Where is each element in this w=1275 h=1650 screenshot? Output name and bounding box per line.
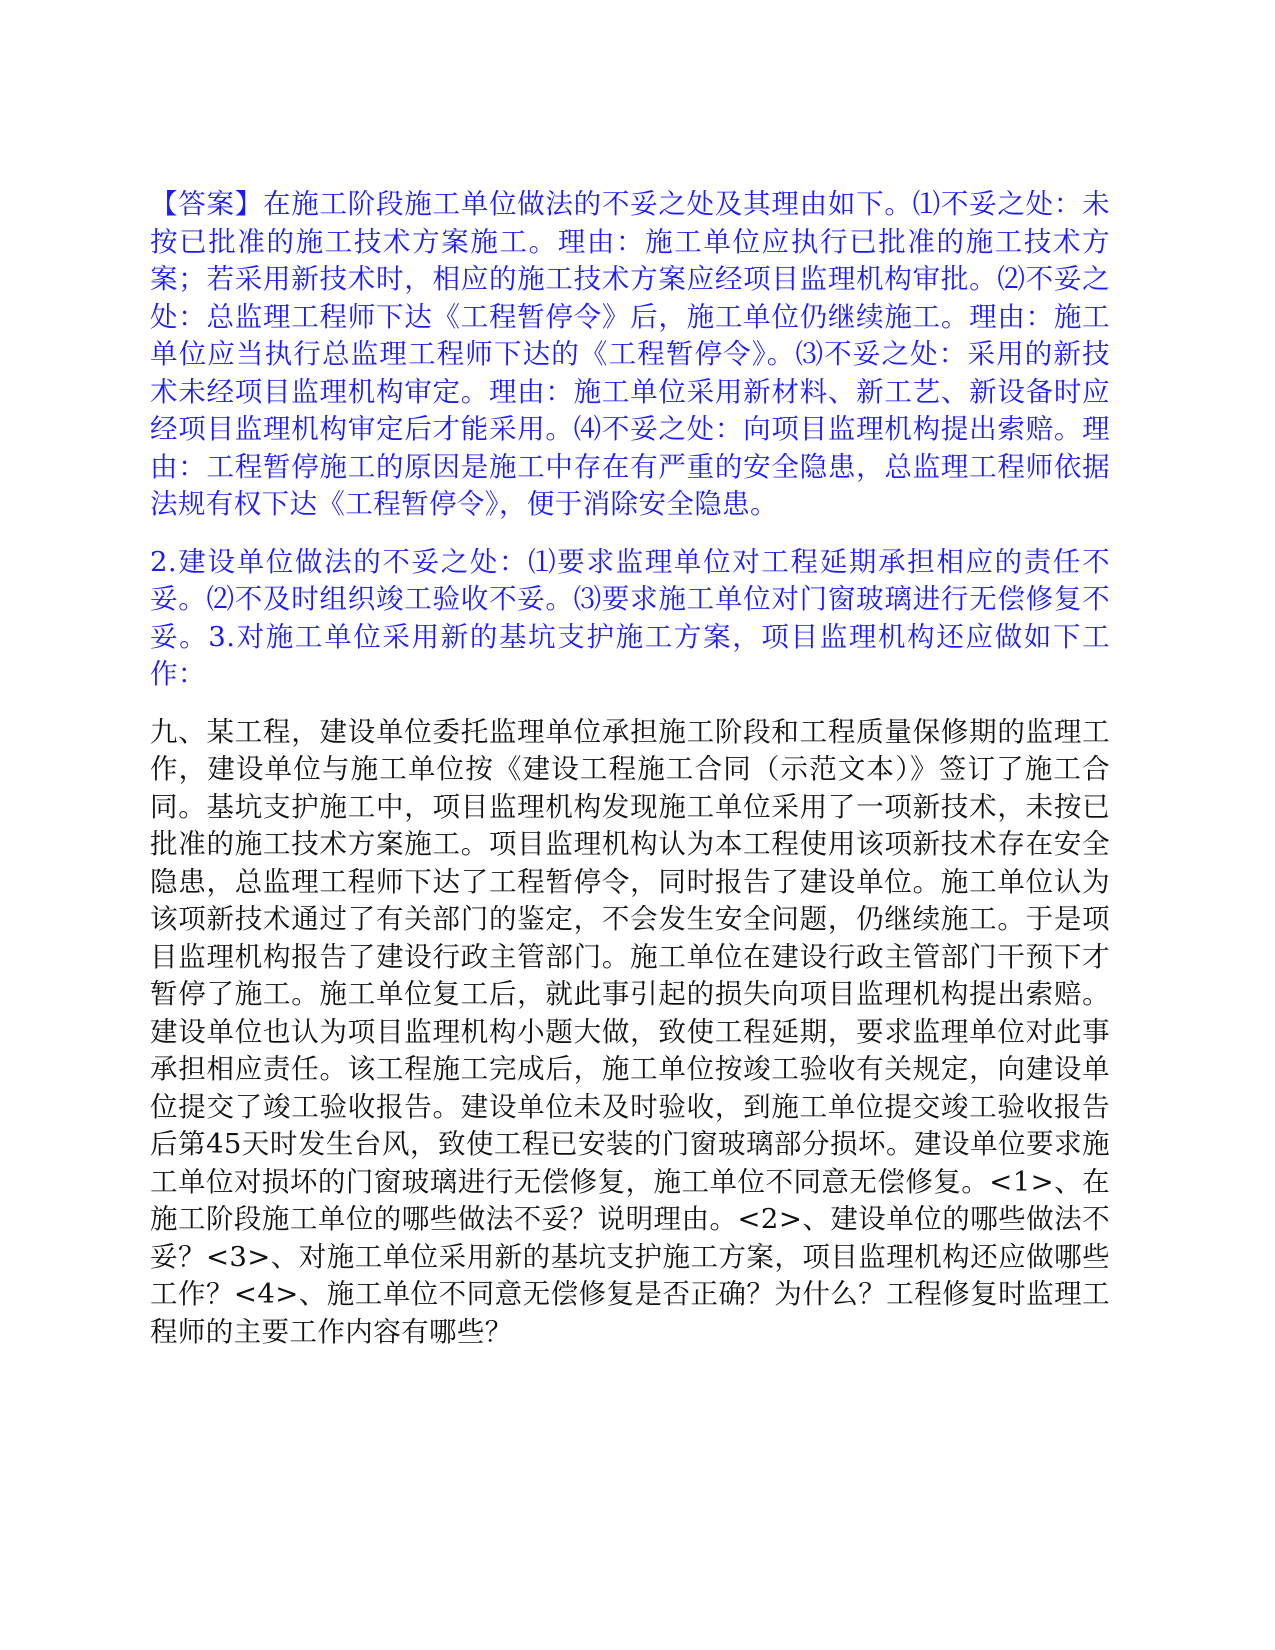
question-paragraph: 九、某工程，建设单位委托监理单位承担施工阶段和工程质量保修期的监理工作，建设单位与施工单位按《建设工程施工合同（示范文本）》签订了施工合同。基坑支护施工中，项目监理机构发现施工单位采用了一项新技术，未按已批准的施工技术方案施工。项目监理机构认为本工程使用该项新技术存在安全隐患，总监理工程师下达了工程暂停令，同时报告了建设单位。施工单位认为该项新技术通过了有关部门的鉴定，不会发生安全问题，仍继续施工。于是项目监理机构报告了建设行政主管部门。施工单位在建设行政主管部门干预下才暂停了施工。施工单位复工后，就此事引起的损失向项目监理机构提出索赔。建设单位也认为项目监理机构小题大做，致使工程延期，要求监理单位对此事承担相应责任。该工程施工完成后，施工单位按竣工验收有关规定，向建设单位提交了竣工验收报告。建设单位未及时验收，到施工单位提交竣工验收报告后第45天时发生台风，致使工程已安装的门窗玻璃部分损坏。建设单位要求施工单位对损坏的门窗玻璃进行无偿修复，施工单位不同意无偿修复。<1>、在施工阶段施工单位的哪些做法不妥？说明理由。<2>、建设单位的哪些做法不妥？<3>、对施工单位采用新的基坑支护施工方案，项目监理机构还应做哪些工作？<4>、施工单位不同意无偿修复是否正确？为什么？工程修复时监理工程师的主要工作内容有哪些？ — [150, 715, 1110, 1348]
document-body — [150, 186, 1110, 1351]
answer-paragraph-1: 【答案】在施工阶段施工单位做法的不妥之处及其理由如下。⑴不妥之处：未按已批准的施工技术方案施工。理由：施工单位应执行已批准的施工技术方案；若采用新技术时，相应的施工技术方案应经项目监理机构审批。⑵不妥之处：总监理工程师下达《工程暂停令》后，施工单位仍继续施工。理由：施工单位应当执行总监理工程师下达的《工程暂停令》。⑶不妥之处：采用的新技术未经项目监理机构审定。理由：施工单位采用新材料、新工艺、新设备时应经项目监理机构审定后才能采用。⑷不妥之处：向项目监理机构提出索赔。理由：工程暂停施工的原因是施工中存在有严重的安全隐患，总监理工程师依据法规有权下达《工程暂停令》，便于消除安全隐患。 — [150, 188, 1110, 520]
answer-paragraph-2: 2.建设单位做法的不妥之处：⑴要求监理单位对工程延期承担相应的责任不妥。⑵不及时组织竣工验收不妥。⑶要求施工单位对门窗玻璃进行无偿修复不妥。3.对施工单位采用新的基坑支护施工方案，项目监理机构还应做如下工作： — [150, 545, 1110, 690]
